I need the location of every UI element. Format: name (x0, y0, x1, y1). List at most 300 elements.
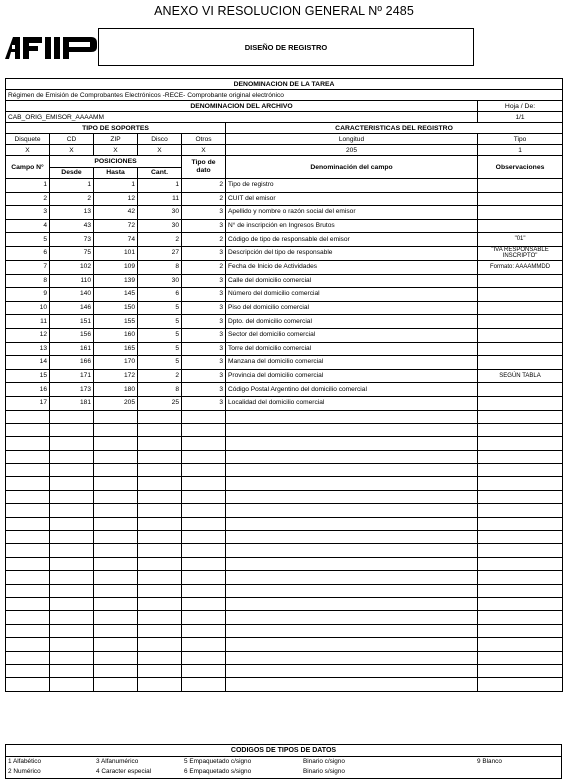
field-number: 16 (6, 383, 50, 397)
longitud-label: Longitud (226, 134, 478, 145)
field-hasta: 139 (94, 274, 138, 288)
field-observaciones (478, 342, 563, 356)
codigo-item: 4 Caracter especial (96, 768, 152, 775)
field-denominacion: Manzana del domicilio comercial (226, 356, 478, 370)
blank-cell (226, 638, 478, 651)
soporte-value: X (138, 145, 182, 156)
field-hasta: 1 (94, 179, 138, 193)
field-denominacion: Código de tipo de responsable del emisor (226, 233, 478, 247)
blank-cell (94, 544, 138, 557)
blank-cell (94, 517, 138, 530)
blank-cell (478, 571, 563, 584)
blank-cell (94, 611, 138, 624)
field-observaciones (478, 301, 563, 315)
blank-row (6, 477, 563, 490)
field-observaciones (478, 288, 563, 302)
field-observaciones (478, 274, 563, 288)
blank-cell (182, 557, 226, 570)
field-desde: 110 (50, 274, 94, 288)
field-desde: 146 (50, 301, 94, 315)
blank-cell (226, 423, 478, 436)
field-tipo-dato: 3 (182, 369, 226, 383)
field-cant: 2 (138, 233, 182, 247)
field-tipo-dato: 2 (182, 233, 226, 247)
field-hasta: 172 (94, 369, 138, 383)
blank-cell (226, 504, 478, 517)
blank-cell (6, 517, 50, 530)
field-cant: 27 (138, 246, 182, 260)
field-observaciones (478, 396, 563, 410)
blank-cell (94, 410, 138, 423)
table-row (6, 246, 563, 260)
blank-cell (50, 490, 94, 503)
header-box: DISEÑO DE REGISTRO (98, 28, 474, 66)
tipo-label: Tipo (478, 134, 563, 145)
blank-cell (50, 450, 94, 463)
field-observaciones: Formato: AAAAMMDD (478, 260, 563, 274)
blank-cell (478, 490, 563, 503)
table-row (6, 396, 563, 410)
blank-cell (226, 651, 478, 664)
blank-row (6, 423, 563, 436)
blank-cell (50, 477, 94, 490)
blank-cell (94, 638, 138, 651)
blank-cell (182, 624, 226, 637)
field-observaciones (478, 328, 563, 342)
field-tipo-dato: 3 (182, 383, 226, 397)
blank-cell (138, 544, 182, 557)
blank-cell (182, 664, 226, 677)
blank-cell (182, 544, 226, 557)
field-desde: 75 (50, 246, 94, 260)
blank-cell (138, 651, 182, 664)
blank-cell (94, 571, 138, 584)
blank-row (6, 611, 563, 624)
field-tipo-dato: 3 (182, 219, 226, 233)
blank-row (6, 450, 563, 463)
longitud-value: 205 (226, 145, 478, 156)
field-tipo-dato: 3 (182, 342, 226, 356)
blank-cell (478, 584, 563, 597)
field-observaciones (478, 179, 563, 193)
blank-cell (6, 531, 50, 544)
tarea-label: DENOMINACION DE LA TAREA (6, 79, 563, 90)
blank-cell (478, 504, 563, 517)
codigo-item: Binario s/signo (303, 768, 345, 775)
blank-cell (226, 664, 478, 677)
blank-cell (94, 678, 138, 691)
field-desde: 181 (50, 396, 94, 410)
codigo-item: 6 Empaquetado s/signo (184, 768, 252, 775)
soporte-value: X (50, 145, 94, 156)
field-desde: 173 (50, 383, 94, 397)
blank-cell (478, 544, 563, 557)
caracteristicas-label: CARACTERISTICAS DEL REGISTRO (226, 123, 563, 134)
blank-cell (182, 437, 226, 450)
field-hasta: 170 (94, 356, 138, 370)
blank-cell (6, 584, 50, 597)
field-tipo-dato: 3 (182, 396, 226, 410)
blank-cell (94, 624, 138, 637)
field-hasta: 74 (94, 233, 138, 247)
field-denominacion: Sector del domicilio comercial (226, 328, 478, 342)
field-cant: 5 (138, 328, 182, 342)
field-tipo-dato: 2 (182, 260, 226, 274)
blank-cell (182, 423, 226, 436)
table-row (6, 342, 563, 356)
blank-cell (226, 571, 478, 584)
blank-cell (182, 678, 226, 691)
codigo-item: 3 Alfanumérico (96, 758, 139, 765)
field-tipo-dato: 2 (182, 192, 226, 206)
hoja-label: Hoja / De: (478, 101, 563, 112)
soporte-otros: Otros (182, 134, 226, 145)
field-number: 8 (6, 274, 50, 288)
field-hasta: 42 (94, 206, 138, 220)
field-desde: 43 (50, 219, 94, 233)
archivo-label: DENOMINACION DEL ARCHIVO (6, 101, 478, 112)
blank-cell (94, 584, 138, 597)
field-number: 11 (6, 315, 50, 329)
field-number: 13 (6, 342, 50, 356)
field-denominacion: Localidad del domicilio comercial (226, 396, 478, 410)
blank-cell (478, 557, 563, 570)
document-title: ANEXO VI RESOLUCION GENERAL Nº 2485 (154, 4, 414, 18)
blank-cell (6, 638, 50, 651)
blank-cell (138, 571, 182, 584)
field-tipo-dato: 3 (182, 288, 226, 302)
blank-cell (138, 531, 182, 544)
archivo-value: CAB_ORIG_EMISOR_AAAAMM (6, 112, 478, 123)
blank-cell (226, 477, 478, 490)
field-desde: 2 (50, 192, 94, 206)
field-hasta: 72 (94, 219, 138, 233)
blank-cell (478, 664, 563, 677)
col-desde: Desde (50, 167, 94, 179)
field-desde: 13 (50, 206, 94, 220)
table-row (6, 192, 563, 206)
blank-cell (50, 504, 94, 517)
soporte-cd: CD (50, 134, 94, 145)
blank-row (6, 557, 563, 570)
blank-row (6, 490, 563, 503)
tarea-value: Régimen de Emisión de Comprobantes Electrónicos -RECE- Comprobante original electrónico (6, 90, 563, 101)
blank-cell (478, 597, 563, 610)
blank-cell (226, 437, 478, 450)
blank-row (6, 678, 563, 691)
field-number: 3 (6, 206, 50, 220)
col-campo: Campo N° (6, 156, 50, 179)
field-desde: 140 (50, 288, 94, 302)
field-cant: 2 (138, 369, 182, 383)
table-row (6, 233, 563, 247)
blank-cell (478, 437, 563, 450)
blank-cell (6, 678, 50, 691)
soporte-value: X (94, 145, 138, 156)
blank-cell (50, 611, 94, 624)
blank-cell (94, 597, 138, 610)
codigos-title: CODIGOS DE TIPOS DE DATOS (6, 745, 561, 757)
blank-cell (138, 638, 182, 651)
blank-cell (226, 557, 478, 570)
field-denominacion: Tipo de registro (226, 179, 478, 193)
blank-cell (226, 678, 478, 691)
field-number: 1 (6, 179, 50, 193)
codigo-item: Binario c/signo (303, 758, 345, 765)
blank-cell (478, 410, 563, 423)
codigo-item: 2 Numérico (8, 768, 41, 775)
blank-cell (6, 571, 50, 584)
field-observaciones (478, 219, 563, 233)
col-denominacion: Denominación del campo (226, 156, 478, 179)
blank-cell (182, 531, 226, 544)
blank-cell (6, 557, 50, 570)
table-row (6, 315, 563, 329)
field-tipo-dato: 3 (182, 206, 226, 220)
field-hasta: 101 (94, 246, 138, 260)
field-desde: 102 (50, 260, 94, 274)
blank-cell (94, 423, 138, 436)
field-observaciones (478, 192, 563, 206)
blank-cell (50, 651, 94, 664)
table-row (6, 219, 563, 233)
field-tipo-dato: 3 (182, 301, 226, 315)
table-row (6, 301, 563, 315)
blank-cell (226, 624, 478, 637)
blank-cell (226, 490, 478, 503)
blank-cell (50, 571, 94, 584)
soportes-label: TIPO DE SOPORTES (6, 123, 226, 134)
field-tipo-dato: 3 (182, 356, 226, 370)
blank-cell (138, 437, 182, 450)
blank-row (6, 638, 563, 651)
blank-cell (50, 584, 94, 597)
soporte-disco: Disco (138, 134, 182, 145)
blank-cell (182, 584, 226, 597)
blank-cell (478, 651, 563, 664)
blank-cell (50, 423, 94, 436)
blank-cell (182, 410, 226, 423)
blank-cell (50, 517, 94, 530)
record-design-table (5, 78, 563, 692)
table-row (6, 328, 563, 342)
field-cant: 5 (138, 315, 182, 329)
blank-row (6, 531, 563, 544)
blank-cell (182, 597, 226, 610)
soporte-zip: ZIP (94, 134, 138, 145)
blank-cell (138, 517, 182, 530)
blank-cell (478, 638, 563, 651)
field-cant: 6 (138, 288, 182, 302)
field-denominacion: Calle del domicilio comercial (226, 274, 478, 288)
blank-cell (138, 410, 182, 423)
blank-cell (226, 544, 478, 557)
field-denominacion: N° de inscripción en Ingresos Brutos (226, 219, 478, 233)
field-observaciones: "01" (478, 233, 563, 247)
blank-cell (94, 450, 138, 463)
field-number: 9 (6, 288, 50, 302)
field-tipo-dato: 3 (182, 315, 226, 329)
blank-cell (138, 490, 182, 503)
blank-row (6, 544, 563, 557)
blank-cell (50, 437, 94, 450)
field-cant: 11 (138, 192, 182, 206)
field-observaciones (478, 356, 563, 370)
codigos-box (5, 744, 562, 779)
blank-row (6, 597, 563, 610)
blank-cell (6, 597, 50, 610)
field-desde: 166 (50, 356, 94, 370)
field-observaciones (478, 383, 563, 397)
blank-cell (182, 450, 226, 463)
field-hasta: 109 (94, 260, 138, 274)
field-hasta: 12 (94, 192, 138, 206)
field-number: 4 (6, 219, 50, 233)
field-denominacion: Apellido y nombre o razón social del emisor (226, 206, 478, 220)
blank-cell (182, 571, 226, 584)
blank-cell (6, 464, 50, 477)
field-observaciones (478, 315, 563, 329)
blank-cell (94, 477, 138, 490)
blank-row (6, 504, 563, 517)
table-row (6, 260, 563, 274)
blank-cell (478, 477, 563, 490)
blank-cell (478, 624, 563, 637)
blank-cell (182, 504, 226, 517)
field-denominacion: Fecha de Inicio de Actividades (226, 260, 478, 274)
field-number: 15 (6, 369, 50, 383)
blank-cell (138, 423, 182, 436)
blank-cell (182, 477, 226, 490)
blank-cell (226, 464, 478, 477)
blank-cell (138, 477, 182, 490)
field-number: 12 (6, 328, 50, 342)
table-row (6, 383, 563, 397)
field-denominacion: CUIT del emisor (226, 192, 478, 206)
blank-cell (94, 664, 138, 677)
blank-cell (138, 624, 182, 637)
blank-row (6, 651, 563, 664)
blank-cell (6, 611, 50, 624)
field-cant: 8 (138, 383, 182, 397)
blank-cell (138, 464, 182, 477)
blank-cell (94, 531, 138, 544)
blank-cell (6, 490, 50, 503)
field-denominacion: Número del domicilio comercial (226, 288, 478, 302)
table-row (6, 274, 563, 288)
field-cant: 5 (138, 356, 182, 370)
blank-cell (478, 517, 563, 530)
blank-rows (6, 410, 563, 691)
field-denominacion: Código Postal Argentino del domicilio comercial (226, 383, 478, 397)
blank-row (6, 410, 563, 423)
blank-row (6, 584, 563, 597)
blank-cell (6, 437, 50, 450)
blank-cell (182, 490, 226, 503)
blank-cell (138, 504, 182, 517)
blank-cell (226, 611, 478, 624)
field-desde: 1 (50, 179, 94, 193)
field-cant: 30 (138, 206, 182, 220)
blank-cell (94, 490, 138, 503)
field-number: 10 (6, 301, 50, 315)
blank-cell (138, 611, 182, 624)
blank-cell (50, 678, 94, 691)
blank-cell (94, 464, 138, 477)
table-row (6, 179, 563, 193)
field-desde: 161 (50, 342, 94, 356)
col-observaciones: Observaciones (478, 156, 563, 179)
blank-cell (6, 544, 50, 557)
field-tipo-dato: 3 (182, 246, 226, 260)
field-denominacion: Provincia del domicilio comercial (226, 369, 478, 383)
blank-cell (182, 517, 226, 530)
col-cant: Cant. (138, 167, 182, 179)
blank-cell (226, 410, 478, 423)
table-row (6, 356, 563, 370)
blank-cell (50, 544, 94, 557)
blank-cell (478, 611, 563, 624)
blank-cell (6, 477, 50, 490)
field-cant: 5 (138, 342, 182, 356)
blank-cell (50, 597, 94, 610)
blank-row (6, 624, 563, 637)
blank-cell (478, 678, 563, 691)
soporte-value: X (6, 145, 50, 156)
field-tipo-dato: 3 (182, 274, 226, 288)
blank-cell (94, 557, 138, 570)
col-hasta: Hasta (94, 167, 138, 179)
field-hasta: 145 (94, 288, 138, 302)
field-desde: 73 (50, 233, 94, 247)
tipo-value: 1 (478, 145, 563, 156)
field-denominacion: Dpto. del domicilio comercial (226, 315, 478, 329)
blank-cell (226, 531, 478, 544)
field-tipo-dato: 2 (182, 179, 226, 193)
col-tipo-dato: Tipo de dato (182, 156, 226, 179)
blank-cell (226, 517, 478, 530)
field-cant: 8 (138, 260, 182, 274)
field-cant: 30 (138, 219, 182, 233)
blank-row (6, 664, 563, 677)
field-cant: 1 (138, 179, 182, 193)
blank-cell (6, 423, 50, 436)
blank-cell (50, 410, 94, 423)
field-observaciones (478, 206, 563, 220)
blank-cell (182, 638, 226, 651)
blank-cell (182, 464, 226, 477)
codigo-item: 1 Alfabético (8, 758, 42, 765)
field-number: 6 (6, 246, 50, 260)
blank-cell (478, 450, 563, 463)
field-number: 2 (6, 192, 50, 206)
field-denominacion: Piso del domicilio comercial (226, 301, 478, 315)
blank-cell (226, 450, 478, 463)
blank-cell (50, 664, 94, 677)
field-desde: 156 (50, 328, 94, 342)
blank-cell (226, 597, 478, 610)
field-cant: 5 (138, 301, 182, 315)
blank-cell (138, 584, 182, 597)
field-hasta: 160 (94, 328, 138, 342)
blank-cell (50, 464, 94, 477)
field-desde: 151 (50, 315, 94, 329)
blank-cell (138, 557, 182, 570)
blank-cell (50, 557, 94, 570)
blank-cell (50, 531, 94, 544)
codigo-item: 9 Blanco (477, 758, 502, 765)
blank-cell (6, 504, 50, 517)
